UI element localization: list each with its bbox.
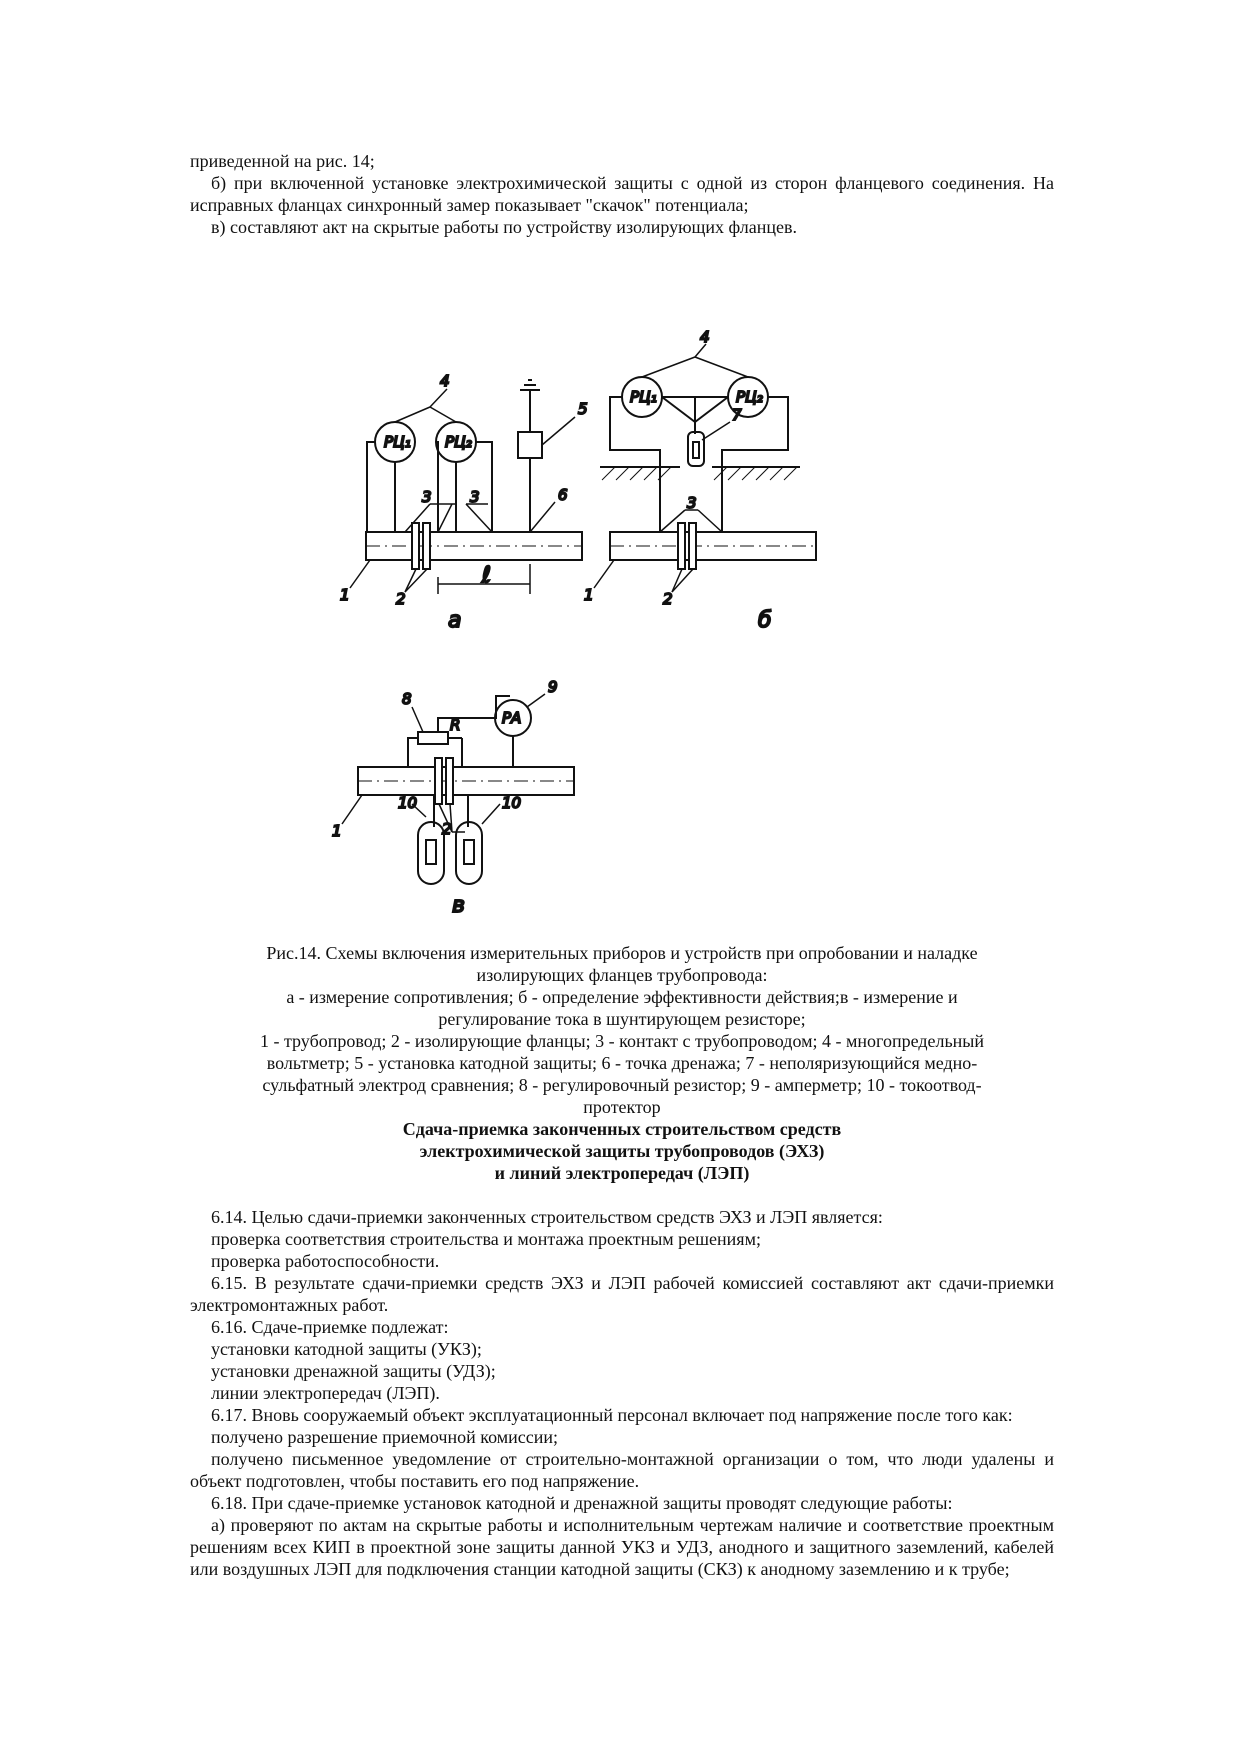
caption-line: протектор bbox=[583, 1097, 661, 1117]
label-meter2-a: РЦ₂ bbox=[445, 433, 472, 451]
subfigure-label-a: а bbox=[448, 608, 462, 633]
caption-line: 1 - трубопровод; 2 - изолирующие фланцы; 3 - контакт с трубопроводом; 4 - многопредельный bbox=[259, 1031, 985, 1051]
reference-electrode bbox=[688, 432, 704, 466]
subfigure-label-b: б bbox=[758, 608, 772, 633]
paragraph: получено письменное уведомление от строительно-монтажной организации о том, что люди удалены и объект подготовлен, чтобы поставить его под напряжение. bbox=[190, 1449, 1054, 1491]
label-resistor: R bbox=[450, 716, 461, 734]
label-1-a: 1 bbox=[340, 586, 350, 604]
paragraph: б) при включенной установке электрохимической защиты с одной из сторон фланцевого соединения. На исправных фланцах синхронный замер показывает "скачок" потенциала; bbox=[190, 173, 1054, 215]
label-3-b: 3 bbox=[687, 494, 697, 512]
list-item: получено разрешение приемочной комиссии; bbox=[211, 1427, 559, 1447]
paragraph: 6.16. Сдаче-приемке подлежат: bbox=[211, 1317, 449, 1337]
figure-caption bbox=[190, 942, 1054, 1118]
diagram-a bbox=[340, 372, 588, 633]
label-8-v: 8 bbox=[402, 690, 412, 708]
label-9-v: 9 bbox=[548, 678, 558, 696]
list-item: проверка работоспособности. bbox=[211, 1251, 440, 1271]
paragraph: 6.15. В результате сдачи-приемки средств ЭХЗ и ЛЭП рабочей комиссией составляют акт сдачи-приемки электромонтажных работ. bbox=[190, 1273, 1054, 1315]
label-1-b: 1 bbox=[584, 586, 594, 604]
protector-1 bbox=[418, 822, 444, 884]
caption-line: вольтметр; 5 - установка катодной защиты; 6 - точка дренажа; 7 - неполяризующийся медно- bbox=[266, 1053, 978, 1073]
label-7-b: 7 bbox=[732, 406, 742, 424]
document-page bbox=[190, 150, 1054, 1580]
heading-line: электрохимической защиты трубопроводов (ЭХЗ) bbox=[419, 1141, 825, 1161]
list-item: проверка соответствия строительства и монтажа проектным решениям; bbox=[211, 1229, 761, 1249]
label-meter2-b: РЦ₂ bbox=[736, 388, 763, 406]
label-6-a: 6 bbox=[558, 486, 568, 504]
label-meter1-b: РЦ₁ bbox=[630, 388, 657, 406]
label-2-a: 2 bbox=[396, 590, 406, 608]
adjusting-resistor bbox=[418, 732, 448, 744]
diagram-b bbox=[584, 328, 816, 633]
heading-line: Сдача-приемка законченных строительством средств bbox=[402, 1119, 842, 1139]
caption-line: Рис.14. Схемы включения измерительных приборов и устройств при опробовании и наладке bbox=[266, 943, 978, 963]
figure-14-diagrams bbox=[190, 242, 1054, 942]
label-10a-v: 10 bbox=[398, 794, 418, 812]
figure-14 bbox=[190, 242, 1054, 942]
caption-line: изолирующих фланцев трубопровода: bbox=[476, 965, 768, 985]
paragraph: 6.18. При сдаче-приемке установок катодной и дренажной защиты проводят следующие работы: bbox=[211, 1493, 953, 1513]
label-4-a: 4 bbox=[440, 372, 450, 390]
diagram-v bbox=[332, 678, 574, 918]
paragraph: 6.14. Целью сдачи-приемки законченных строительством средств ЭХЗ и ЛЭП является: bbox=[211, 1207, 883, 1227]
cathodic-station bbox=[518, 432, 542, 458]
list-item: установки катодной защиты (УКЗ); bbox=[211, 1339, 482, 1359]
paragraph: а) проверяют по актам на скрытые работы и исполнительным чертежам наличие и соответствие проектным решениям всех КИП в проектной зоне защиты данной УКЗ и УДЗ, анодного и защитного заземлений, кабелей или воздушных ЛЭП для подключения станции катодной защиты (СКЗ) к анодному заземлению и к трубе; bbox=[190, 1515, 1054, 1579]
paragraph: приведенной на рис. 14; bbox=[190, 151, 375, 171]
label-1-v: 1 bbox=[332, 822, 342, 840]
subfigure-label-v: в bbox=[452, 893, 465, 918]
label-3a-a: 3 bbox=[422, 488, 432, 506]
caption-line: регулирование тока в шунтирующем резисторе; bbox=[438, 1009, 806, 1029]
list-item: установки дренажной защиты (УДЗ); bbox=[211, 1361, 496, 1381]
section-heading bbox=[190, 1118, 1054, 1184]
label-ammeter: РА bbox=[502, 709, 522, 727]
caption-line: а - измерение сопротивления; б - определение эффективности действия;в - измерение и bbox=[286, 987, 958, 1007]
paragraph: 6.17. Вновь сооружаемый объект эксплуатационный персонал включает под напряжение после того как: bbox=[211, 1405, 1013, 1425]
label-3b-a: 3 bbox=[470, 488, 480, 506]
label-10b-v: 10 bbox=[502, 794, 522, 812]
label-2-v: 2 bbox=[442, 820, 452, 838]
paragraph: в) составляют акт на скрытые работы по устройству изолирующих фланцев. bbox=[211, 217, 797, 237]
label-meter1-a: РЦ₁ bbox=[384, 433, 411, 451]
label-2-b: 2 bbox=[663, 590, 673, 608]
label-length: ℓ bbox=[482, 563, 492, 588]
caption-line: сульфатный электрод сравнения; 8 - регулировочный резистор; 9 - амперметр; 10 - токоотвод- bbox=[262, 1075, 982, 1095]
heading-line: и линий электропередач (ЛЭП) bbox=[494, 1163, 750, 1183]
label-4-b: 4 bbox=[700, 328, 710, 346]
label-5-a: 5 bbox=[578, 400, 588, 418]
list-item: линии электропередач (ЛЭП). bbox=[211, 1383, 440, 1403]
